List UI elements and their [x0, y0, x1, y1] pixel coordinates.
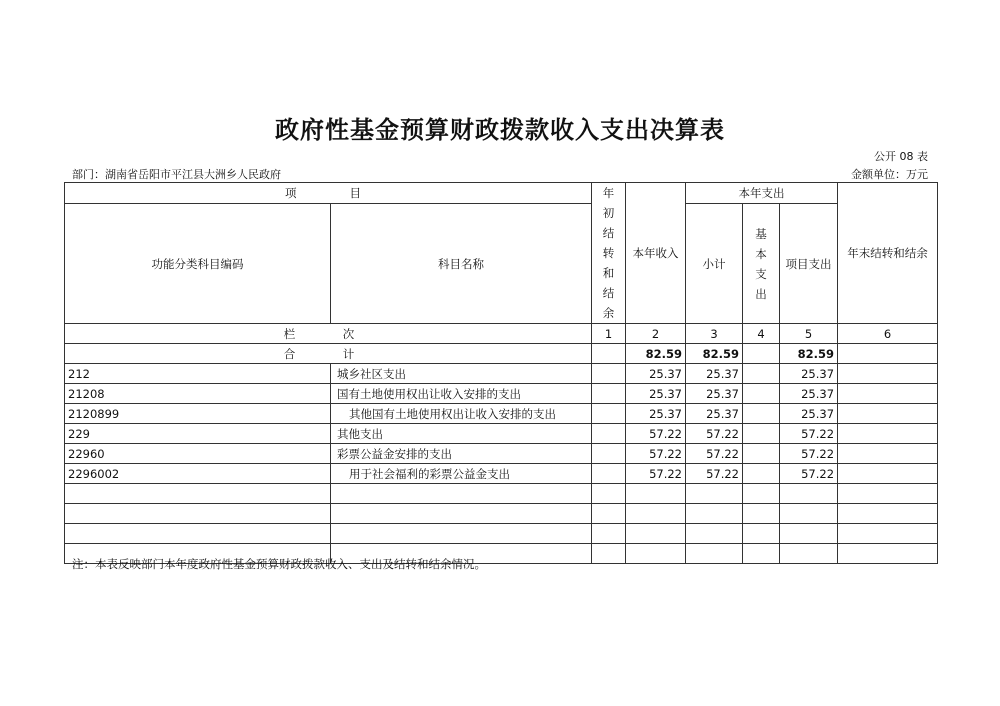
column-index-4: 4 — [743, 324, 780, 344]
header-expense-group: 本年支出 — [686, 183, 838, 204]
empty-cell — [743, 484, 780, 504]
column-index-1: 1 — [592, 324, 626, 344]
row-name: 用于社会福利的彩票公益金支出 — [331, 464, 592, 484]
row-subtotal: 25.37 — [686, 384, 743, 404]
row-closing — [838, 424, 938, 444]
table-row — [65, 464, 938, 484]
row-code: 212 — [65, 364, 331, 384]
total-subtotal: 82.59 — [686, 344, 743, 364]
table-row — [65, 404, 938, 424]
row-closing — [838, 464, 938, 484]
row-basic — [743, 384, 780, 404]
header-income: 本年收入 — [626, 183, 686, 324]
header-opening-balance: 年初结转和结余 — [592, 183, 626, 324]
row-subtotal: 57.22 — [686, 424, 743, 444]
column-index-2: 2 — [626, 324, 686, 344]
header-row-1 — [65, 183, 938, 204]
empty-cell — [780, 484, 838, 504]
row-name: 其他国有土地使用权出让收入安排的支出 — [331, 404, 592, 424]
column-index-6: 6 — [838, 324, 938, 344]
row-income: 57.22 — [626, 464, 686, 484]
empty-cell — [592, 544, 626, 564]
page-title: 政府性基金预算财政拨款收入支出决算表 — [275, 115, 725, 144]
row-income: 25.37 — [626, 404, 686, 424]
total-basic — [743, 344, 780, 364]
empty-row — [65, 524, 938, 544]
row-basic — [743, 424, 780, 444]
row-project: 25.37 — [780, 384, 838, 404]
empty-cell — [626, 524, 686, 544]
empty-cell — [331, 504, 592, 524]
row-income: 57.22 — [626, 444, 686, 464]
empty-cell — [592, 504, 626, 524]
empty-row — [65, 484, 938, 504]
department-label: 部门：湖南省岳阳市平江县大洲乡人民政府 — [72, 168, 281, 181]
row-opening — [592, 444, 626, 464]
empty-cell — [65, 524, 331, 544]
empty-cell — [592, 524, 626, 544]
header-code: 功能分类科目编码 — [65, 204, 331, 324]
empty-cell — [626, 484, 686, 504]
row-code: 2296002 — [65, 464, 331, 484]
row-subtotal: 57.22 — [686, 444, 743, 464]
empty-cell — [780, 524, 838, 544]
empty-cell — [626, 504, 686, 524]
empty-cell — [838, 524, 938, 544]
row-name: 城乡社区支出 — [331, 364, 592, 384]
total-income: 82.59 — [626, 344, 686, 364]
row-basic — [743, 444, 780, 464]
header-subtotal: 小计 — [686, 204, 743, 324]
row-code: 229 — [65, 424, 331, 444]
empty-cell — [780, 504, 838, 524]
row-name: 国有土地使用权出让收入安排的支出 — [331, 384, 592, 404]
row-income: 25.37 — [626, 384, 686, 404]
row-opening — [592, 424, 626, 444]
empty-cell — [65, 504, 331, 524]
row-opening — [592, 364, 626, 384]
empty-cell — [331, 484, 592, 504]
row-income: 25.37 — [626, 364, 686, 384]
budget-table — [64, 182, 938, 564]
row-closing — [838, 444, 938, 464]
empty-cell — [838, 504, 938, 524]
table-row — [65, 424, 938, 444]
row-code: 22960 — [65, 444, 331, 464]
header-basic: 基本支出 — [743, 204, 780, 324]
header-name: 科目名称 — [331, 204, 592, 324]
empty-cell — [838, 484, 938, 504]
empty-row — [65, 504, 938, 524]
header-item: 项 目 — [65, 183, 592, 204]
row-code: 2120899 — [65, 404, 331, 424]
empty-cell — [592, 484, 626, 504]
row-subtotal: 25.37 — [686, 404, 743, 424]
row-subtotal: 25.37 — [686, 364, 743, 384]
row-subtotal: 57.22 — [686, 464, 743, 484]
row-closing — [838, 384, 938, 404]
row-opening — [592, 384, 626, 404]
empty-cell — [780, 544, 838, 564]
empty-cell — [686, 544, 743, 564]
row-code: 21208 — [65, 384, 331, 404]
row-income: 57.22 — [626, 424, 686, 444]
total-project: 82.59 — [780, 344, 838, 364]
row-project: 57.22 — [780, 444, 838, 464]
column-index-row — [65, 324, 938, 344]
header-closing-balance: 年末结转和结余 — [838, 183, 938, 324]
table-row — [65, 444, 938, 464]
empty-cell — [743, 524, 780, 544]
empty-cell — [743, 544, 780, 564]
empty-cell — [838, 544, 938, 564]
row-name: 彩票公益金安排的支出 — [331, 444, 592, 464]
total-opening — [592, 344, 626, 364]
total-row — [65, 344, 938, 364]
row-closing — [838, 364, 938, 384]
empty-cell — [743, 504, 780, 524]
column-index-label: 栏 次 — [65, 324, 592, 344]
empty-cell — [65, 484, 331, 504]
row-project: 57.22 — [780, 464, 838, 484]
total-label: 合 计 — [65, 344, 592, 364]
header-row-2 — [65, 204, 938, 324]
table-row — [65, 384, 938, 404]
empty-cell — [331, 524, 592, 544]
footnote: 注：本表反映部门本年度政府性基金预算财政拨款收入、支出及结转和结余情况。 — [72, 557, 486, 571]
table-row — [65, 364, 938, 384]
row-basic — [743, 404, 780, 424]
header-project: 项目支出 — [780, 204, 838, 324]
empty-cell — [686, 504, 743, 524]
column-index-3: 3 — [686, 324, 743, 344]
empty-cell — [626, 544, 686, 564]
row-name: 其他支出 — [331, 424, 592, 444]
row-basic — [743, 464, 780, 484]
row-basic — [743, 364, 780, 384]
form-number: 公开 08 表 — [874, 150, 928, 163]
row-opening — [592, 464, 626, 484]
unit-label: 金额单位：万元 — [851, 168, 928, 181]
total-closing — [838, 344, 938, 364]
empty-cell — [686, 484, 743, 504]
row-project: 57.22 — [780, 424, 838, 444]
empty-cell — [686, 524, 743, 544]
row-opening — [592, 404, 626, 424]
row-closing — [838, 404, 938, 424]
row-project: 25.37 — [780, 404, 838, 424]
row-project: 25.37 — [780, 364, 838, 384]
column-index-5: 5 — [780, 324, 838, 344]
